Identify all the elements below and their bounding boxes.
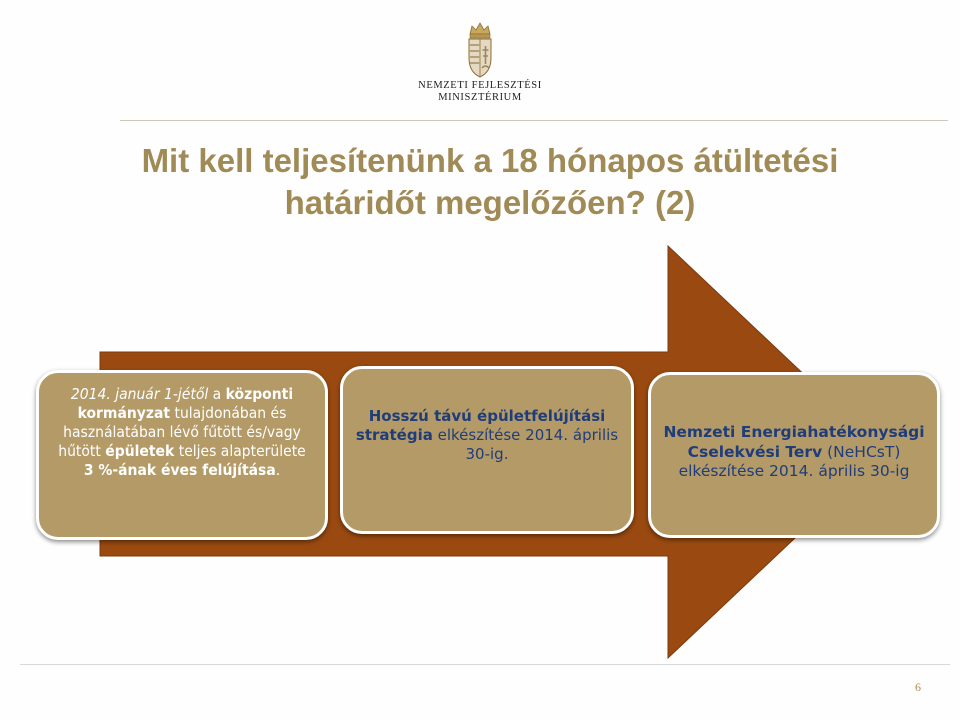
box2-strategy: Hosszú távú épületfelújítási stratégia	[355, 407, 606, 444]
box1-central-government: központi kormányzat	[77, 385, 294, 422]
slide-title-line1: Mit kell teljesítenünk a 18 hónapos átültetési	[141, 142, 839, 179]
slide-title-line2: határidőt megelőzően? (2)	[284, 184, 696, 221]
box1-buildings: épületek	[105, 442, 175, 460]
box1-text-d: .	[275, 461, 281, 479]
footer-divider	[20, 664, 950, 665]
box3-action-plan: Nemzeti Energiahatékonysági Cselekvési Terv	[663, 423, 925, 461]
box1-date: 2014. január 1-jétől	[70, 385, 209, 403]
logo-text-line1: NEMZETI FEJLESZTÉSI	[418, 80, 542, 91]
step-box-3	[648, 372, 940, 538]
page-number: 6	[915, 680, 921, 694]
box1-text-a: a	[208, 385, 226, 403]
box1-renovation-rate: 3 %-ának éves felújítása	[83, 461, 276, 479]
box1-text-b: tulajdonában és használatában lévő fűtött és/vagy hűtött	[58, 404, 301, 460]
box3-deadline: (NeHCsT) elkészítése 2014. április 30-ig	[678, 442, 910, 480]
step-box-2	[340, 366, 634, 534]
step-box-1	[36, 370, 328, 540]
box2-deadline: elkészítése 2014. április 30-ig.	[432, 426, 619, 463]
box1-text-c: teljes alapterülete	[174, 442, 306, 460]
logo-text-line2: MINISZTÉRIUM	[438, 92, 522, 103]
